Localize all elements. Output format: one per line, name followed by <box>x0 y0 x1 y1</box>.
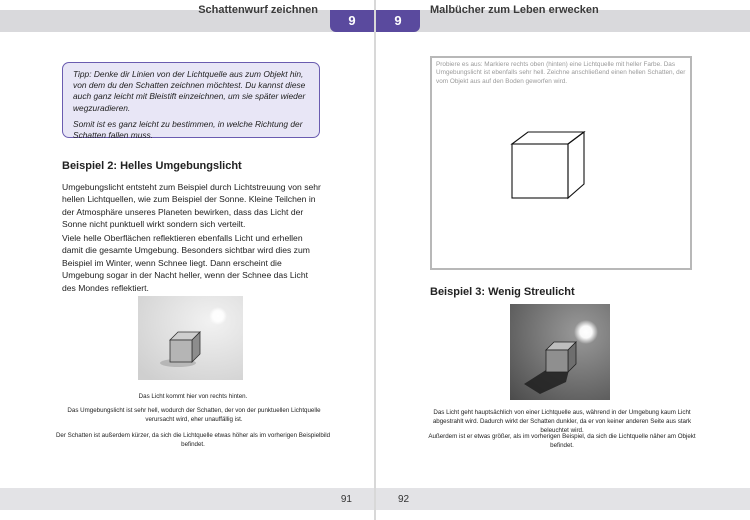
left-footer-band <box>0 488 374 510</box>
sketch-exercise-frame <box>430 56 692 270</box>
body-paragraph-2: Viele helle Oberflächen reflektieren ebenfalls Licht und erhellen damit die gesamte Umgebung. Besonders sichtbar wird dies zum Beispiel im Winter, wenn Schnee liegt. Dann erscheint die Umgebung sogar in der Nacht heller, wenn der Schnee das Licht des Mondes reflektiert. <box>62 233 310 293</box>
tip-box <box>62 62 320 141</box>
right-chapter-tab: 9 <box>376 10 420 32</box>
caption-line-2: Das Umgebungslicht ist sehr hell, wodurch der Schatten, der von der punktuellen Lichtquelle verursacht wird, eher unauffällig ist. <box>67 407 321 423</box>
left-page-number: 91 <box>340 494 352 505</box>
left-chapter-tab: 9 <box>330 10 374 32</box>
section-heading-example-3: Beispiel 3: Wenig Streulicht <box>430 286 575 298</box>
cube-photo-dark-image <box>510 304 610 400</box>
body-paragraph-1: Umgebungslicht entsteht zum Beispiel durch Lichtstreuung von sehr hellen Lichtquellen, wie zum Beispiel der Sonne. Kleine Teilchen in der Atmosphäre unseres Planeten bewirken, dass das Licht der Sonne nicht punktuell wirkt sondern sich verteilt. <box>62 182 321 230</box>
cube-photo-bright <box>138 296 243 380</box>
right-footer-band <box>376 488 750 510</box>
right-page-number: 92 <box>398 494 410 505</box>
section-heading-example-2: Beispiel 2: Helles Umgebungslicht <box>62 160 242 172</box>
right-header-title: Malbücher zum Leben erwecken <box>430 4 599 16</box>
tip-paragraph-2: Somit ist es ganz leicht zu bestimmen, in welche Richtung der Schatten fallen muss. <box>73 118 303 141</box>
sketch-instruction-text: Probiere es aus: Markiere rechts oben (hinten) eine Lichtquelle mit heller Farbe. Das Umgebungslicht ist ebenfalls sehr hell. Zeichne anschließend einen hellen Schatten, der vom Objekt aus auf den Boden geworfen wird. <box>436 61 686 85</box>
cube-photo-dark <box>510 304 610 400</box>
cube-photo-bright-image <box>138 296 243 380</box>
caption-line-2-right: Außerdem ist er etwas größer, als im vorherigen Beispiel, da sich die Lichtquelle näher am Objekt befindet. <box>428 433 696 449</box>
left-page <box>0 0 374 520</box>
tip-paragraph-1: Tipp: Denke dir Linien von der Lichtquelle aus zum Objekt hin, von dem du den Schatten zeichnen möchtest. Du kannst diese auch ganz leicht mit Bleistift einzeichnen, um sie später wieder wegzuradieren. <box>73 69 306 113</box>
cube-line-drawing <box>432 58 690 268</box>
right-page <box>376 0 750 520</box>
caption-line-1-right: Das Licht geht hauptsächlich von einer Lichtquelle aus, während in der Umgebung kaum Licht abgestrahlt wird. Dadurch wirkt der Schatten dunkler, da er von keiner anderen Seite aus stark beleuchtet wird. <box>432 409 692 434</box>
left-header-title: Schattenwurf zeichnen <box>198 4 318 16</box>
caption-line-1: Das Licht kommt hier von rechts hinten. <box>138 393 248 400</box>
caption-line-3: Der Schatten ist außerdem kürzer, da sich die Lichtquelle etwas höher als im vorherigen Beispielbild befindet. <box>55 432 331 448</box>
